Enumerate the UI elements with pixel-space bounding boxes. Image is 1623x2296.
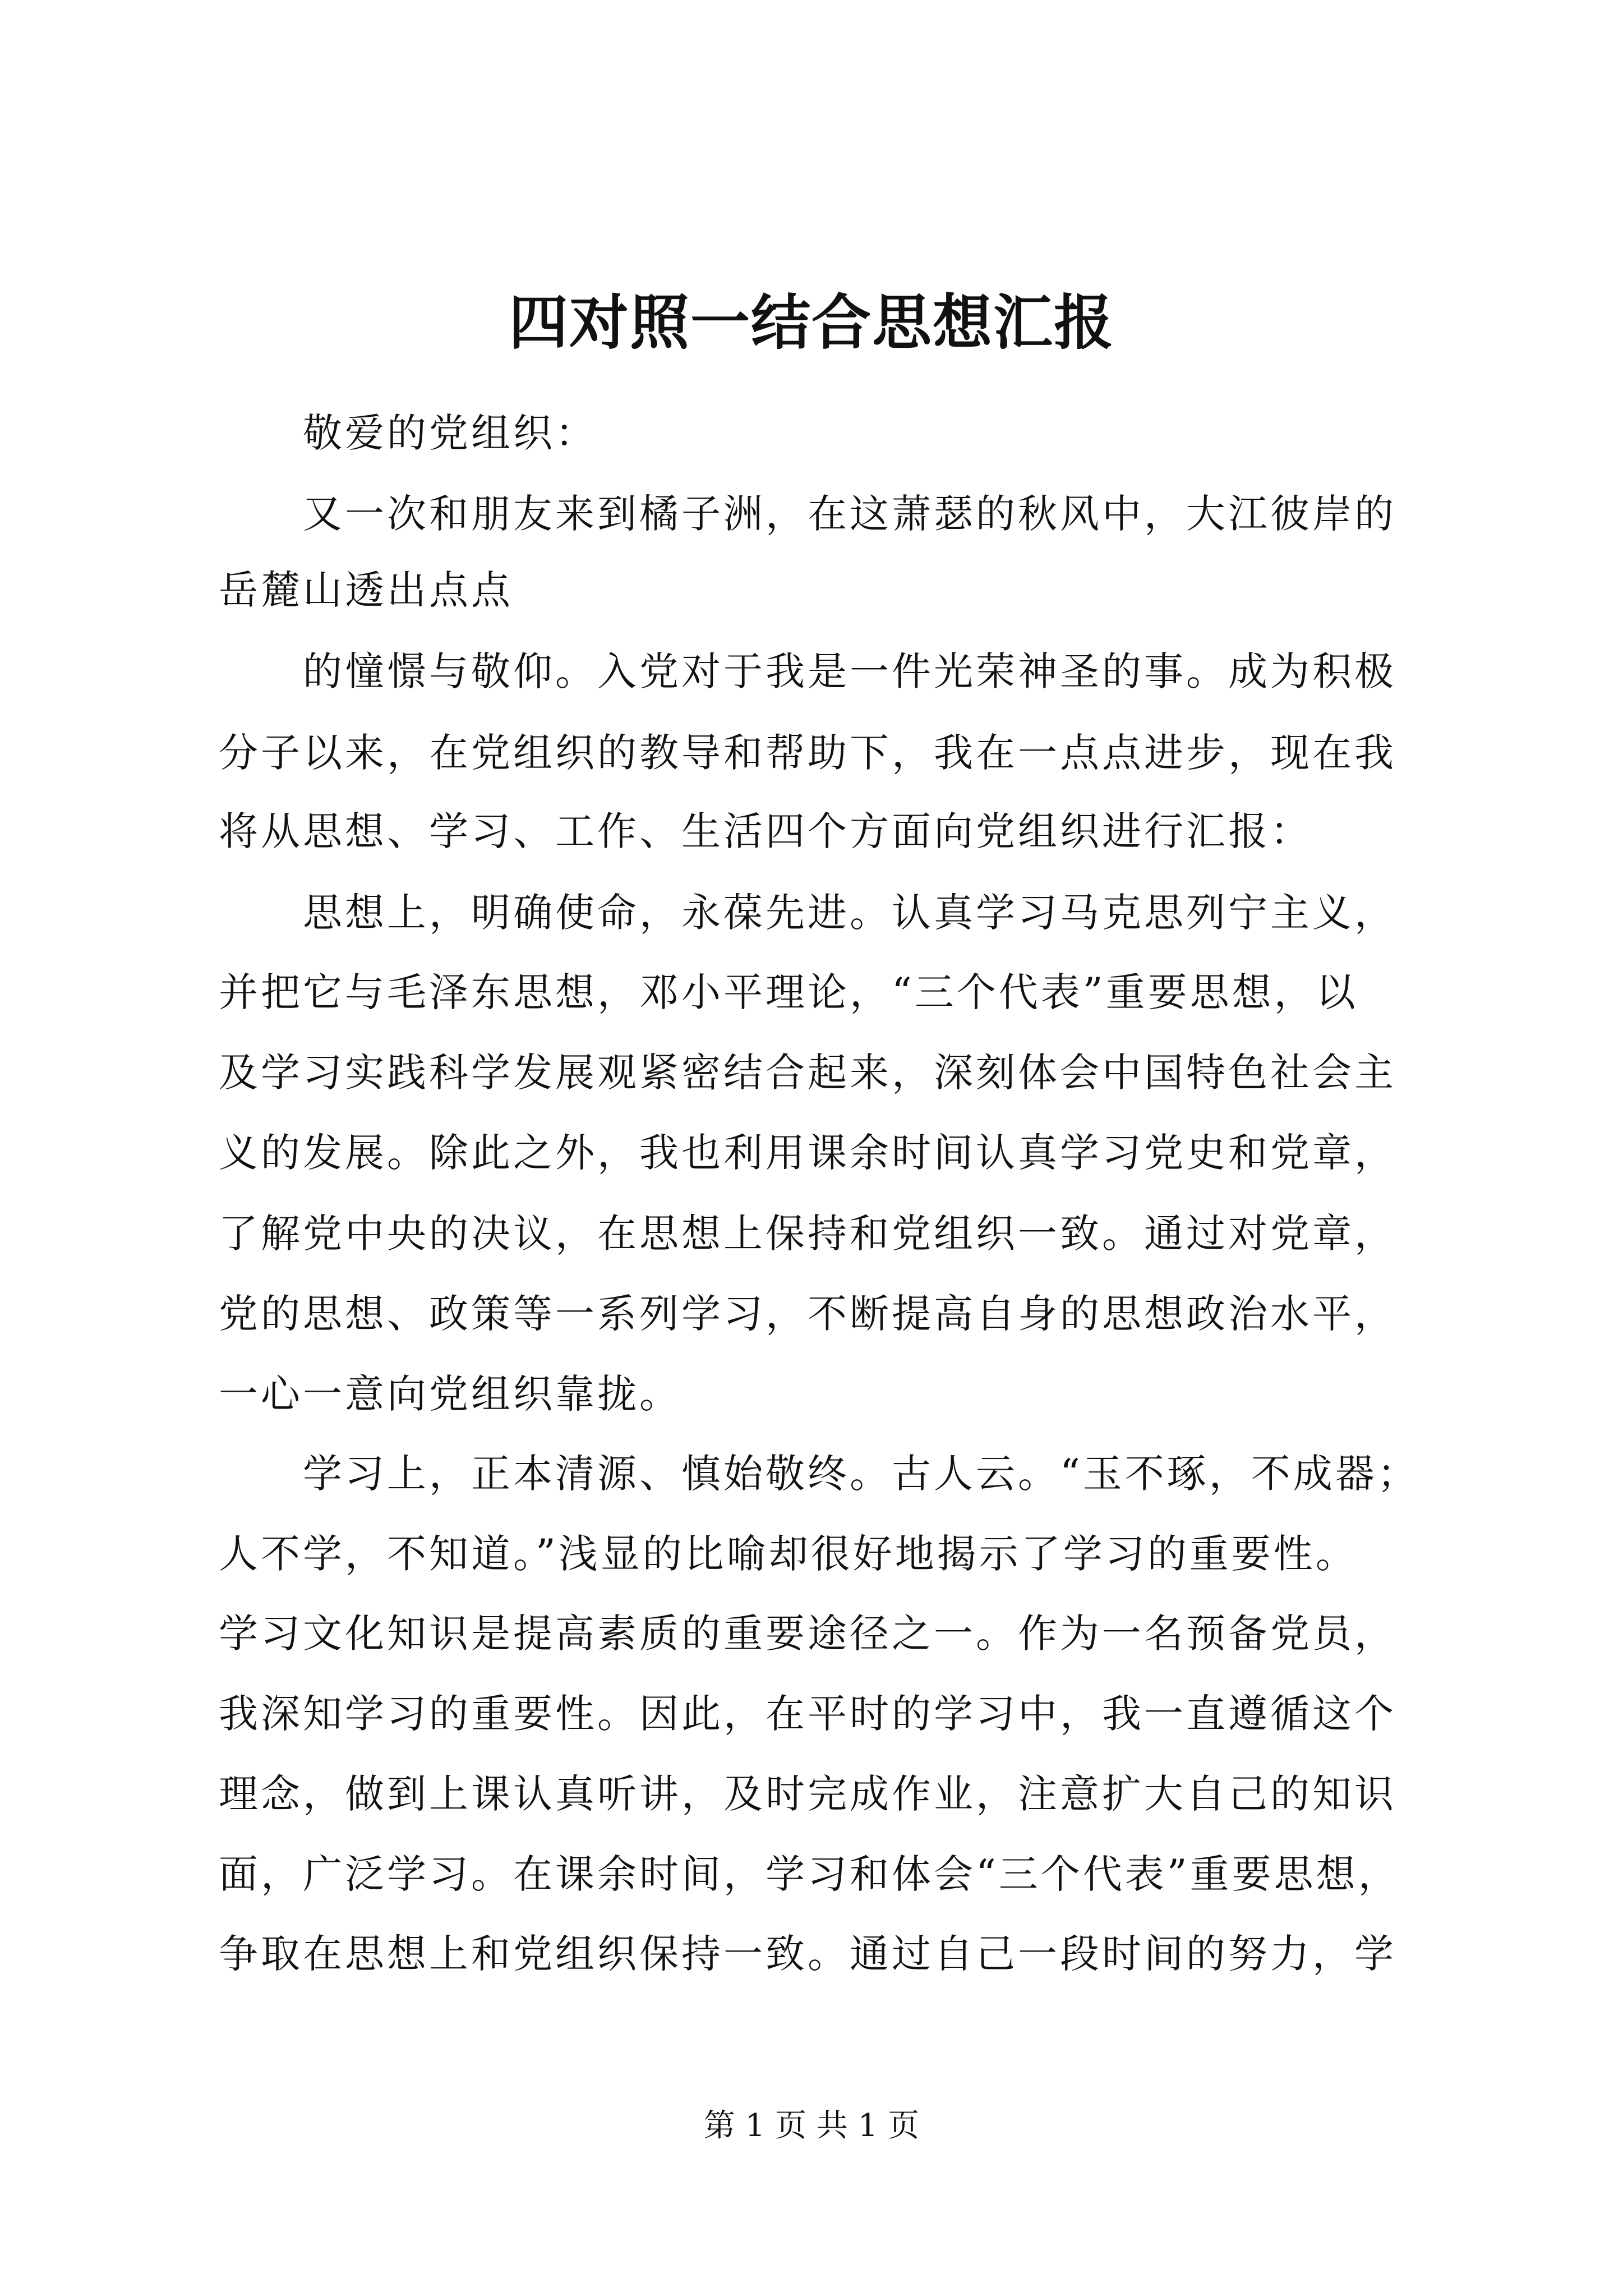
body-line: 理念，做到上课认真听讲，及时完成作业，注意扩大自己的知识	[219, 1771, 1396, 1817]
body-line: 及学习实践科学发展观紧密结合起来，深刻体会中国特色社会主	[219, 1050, 1396, 1096]
body-line: 岳麓山透出点点	[219, 567, 513, 613]
body-line: 思想上，明确使命，永葆先进。认真学习马克思列宁主义，	[303, 890, 1396, 936]
body-line: 又一次和朋友来到橘子洲，在这萧瑟的秋风中，大江彼岸的	[303, 491, 1396, 537]
body-line: 党的思想、政策等一系列学习，不断提高自身的思想政治水平，	[219, 1291, 1396, 1337]
body-line: 并把它与毛泽东思想，邓小平理论，“三个代表”重要思想，以	[219, 969, 1358, 1015]
document-title: 四对照一结合思想汇报	[509, 287, 1114, 357]
body-line: 面，广泛学习。在课余时间，学习和体会“三个代表”重要思想，	[219, 1851, 1400, 1897]
salutation-line: 敬爱的党组织：	[303, 410, 597, 456]
body-line: 人不学，不知道。”浅显的比喻却很好地揭示了学习的重要性。	[219, 1531, 1358, 1577]
body-line: 学习上，正本清源、慎始敬终。古人云。“玉不琢，不成器；	[303, 1451, 1419, 1497]
body-line: 分子以来，在党组织的教导和帮助下，我在一点点进步，现在我	[219, 730, 1396, 776]
body-line: 了解党中央的决议，在思想上保持和党组织一致。通过对党章，	[219, 1211, 1396, 1257]
body-line: 义的发展。除此之外，我也利用课余时间认真学习党史和党章，	[219, 1130, 1396, 1176]
page-footer: 第 1 页 共 1 页	[703, 2108, 920, 2144]
body-line: 将从思想、学习、工作、生活四个方面向党组织进行汇报：	[219, 808, 1312, 854]
body-line: 我深知学习的重要性。因此，在平时的学习中，我一直遵循这个	[219, 1691, 1396, 1737]
body-line: 的憧憬与敬仰。入党对于我是一件光荣神圣的事。成为积极	[303, 648, 1396, 694]
body-line: 一心一意向党组织靠拢。	[219, 1371, 681, 1417]
body-line: 争取在思想上和党组织保持一致。通过自己一段时间的努力，学	[219, 1931, 1396, 1977]
body-line: 学习文化知识是提高素质的重要途径之一。作为一名预备党员，	[219, 1611, 1396, 1657]
